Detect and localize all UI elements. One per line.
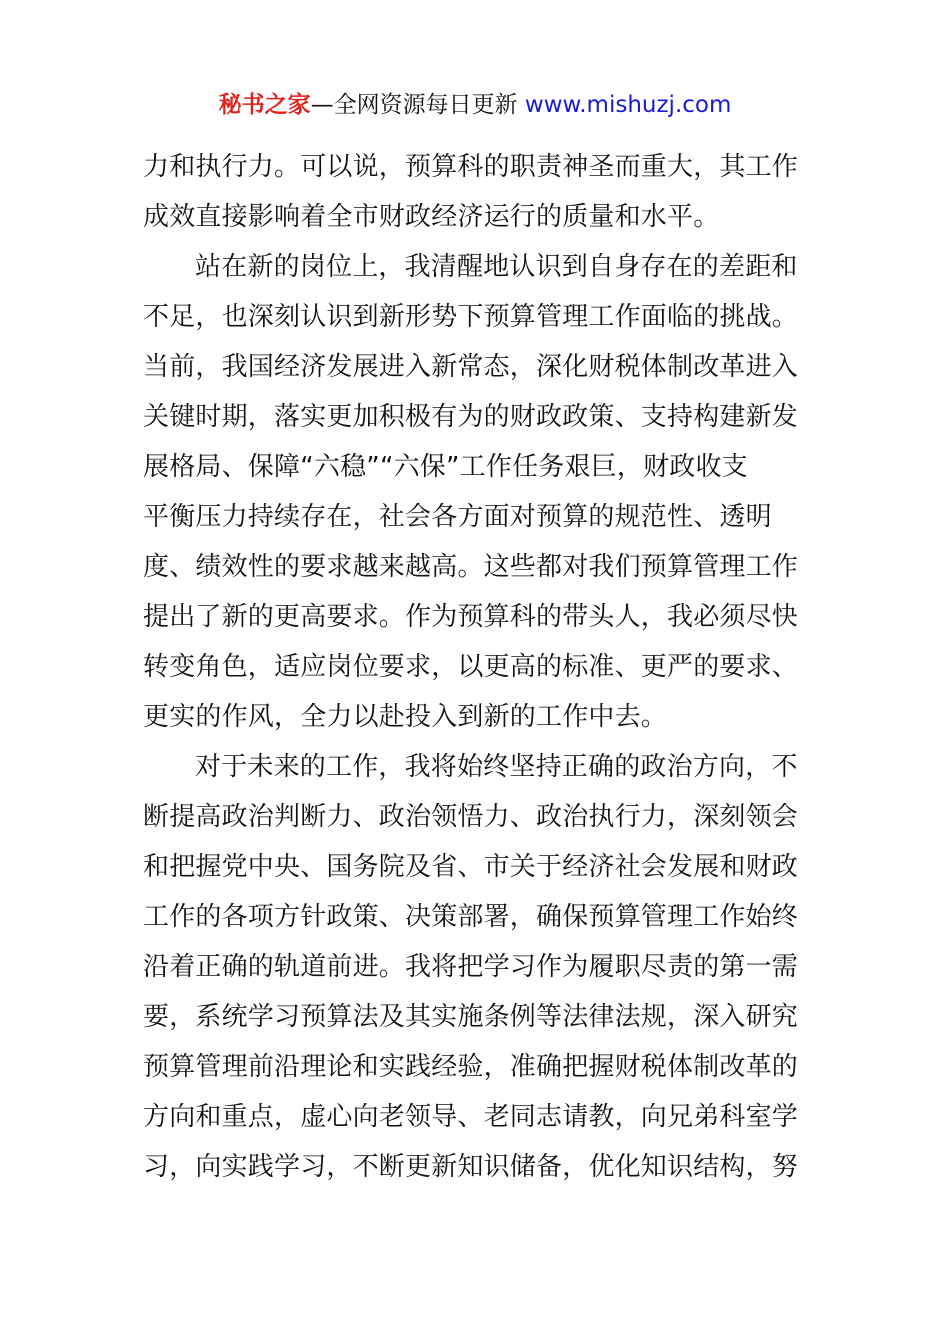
brand-name: 秘书之家	[218, 92, 311, 118]
text-line: 习，向实践学习，不断更新知识储备，优化知识结构，努	[143, 1152, 799, 1182]
text-line: 工作的各项方针政策、决策部署，确保预算管理工作始终	[143, 902, 799, 932]
text-line: 度、绩效性的要求越来越高。这些都对我们预算管理工作	[143, 552, 799, 582]
text-line: 平衡压力持续存在，社会各方面对预算的规范性、透明	[143, 502, 772, 532]
text-line: 要，系统学习预算法及其实施条例等法律法规，深入研究	[143, 1002, 799, 1032]
text-line: 不足，也深刻认识到新形势下预算管理工作面临的挑战。	[143, 302, 799, 332]
text-line: 成效直接影响着全市财政经济运行的质量和水平。	[143, 202, 720, 232]
text-line: 当前，我国经济发展进入新常态，深化财税体制改革进入	[143, 352, 799, 382]
website-link[interactable]: www.mishuzj.com	[524, 92, 732, 118]
text-line: 提出了新的更高要求。作为预算科的带头人，我必须尽快	[143, 602, 799, 632]
text-line: 和把握党中央、国务院及省、市关于经济社会发展和财政	[143, 852, 799, 882]
document-body	[143, 142, 813, 1192]
text-line: 关键时期，落实更加积极有为的财政政策、支持构建新发	[143, 402, 799, 432]
text-line: 展格局、保障“六稳”“六保”工作任务艰巨，财政收支	[143, 452, 748, 482]
text-line: 转变角色，适应岗位要求，以更高的标准、更严的要求、	[143, 652, 799, 682]
paragraph-start-line: 站在新的岗位上，我清醒地认识到自身存在的差距和	[195, 252, 798, 282]
header-tagline: —全网资源每日更新	[310, 92, 525, 118]
paragraph-start-line: 对于未来的工作，我将始终坚持正确的政治方向，不	[195, 752, 798, 782]
page-header	[0, 88, 950, 122]
text-line: 断提高政治判断力、政治领悟力、政治执行力，深刻领会	[143, 802, 799, 832]
text-line: 方向和重点，虚心向老领导、老同志请教，向兄弟科室学	[143, 1102, 799, 1132]
text-line: 更实的作风，全力以赴投入到新的工作中去。	[143, 702, 668, 732]
text-line: 沿着正确的轨道前进。我将把学习作为履职尽责的第一需	[143, 952, 799, 982]
text-line: 力和执行力。可以说，预算科的职责神圣而重大，其工作	[143, 152, 799, 182]
text-line: 预算管理前沿理论和实践经验，准确把握财税体制改革的	[143, 1052, 799, 1082]
